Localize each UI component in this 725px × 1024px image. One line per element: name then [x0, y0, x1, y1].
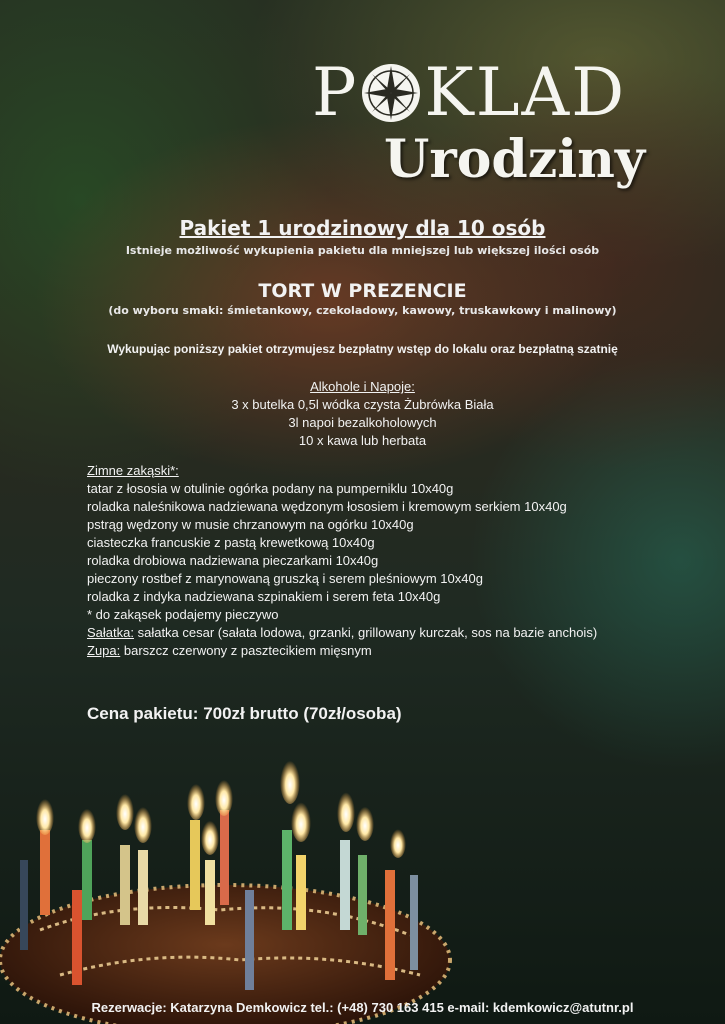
logo-subtitle: Urodziny — [384, 129, 646, 190]
menu-item: roladka z indyka nadziewana szpinakiem i serem feta 10x40g — [87, 589, 441, 604]
drinks-item: 10 x kawa lub herbata — [298, 433, 427, 448]
package-title: Pakiet 1 urodzinowy dla 10 osób — [179, 216, 546, 240]
menu-item: roladka naleśnikowa nadziewana wędzonym łososiem i kremowym serkiem 10x40g — [87, 499, 567, 514]
logo-text-before: P — [312, 54, 359, 131]
drinks-section — [0, 378, 725, 450]
compass-rose-icon — [360, 62, 422, 124]
cold-starters-heading: Zimne zakąski*: — [87, 463, 179, 478]
birthday-cake-image — [0, 760, 460, 1024]
soup-label: Zupa: — [87, 643, 121, 658]
cake-title: TORT W PREZENCIE — [258, 280, 467, 302]
cake-flavours: (do wyboru smaki: śmietankowy, czekoladowy, kawowy, truskawkowy i malinowy) — [108, 304, 617, 317]
package-note: Istnieje możliwość wykupienia pakietu dla mniejszej lub większej ilości osób — [125, 244, 600, 257]
logo-text-after: KLAD — [424, 54, 627, 131]
soup-line — [87, 642, 687, 660]
salad-label: Sałatka: — [87, 625, 134, 640]
soup-text: barszcz czerwony z pasztecikiem mięsnym — [120, 643, 372, 658]
logo — [312, 54, 662, 190]
bonus-note: Wykupując poniższy pakiet otrzymujesz bezpłatny wstęp do lokalu oraz bezpłatną szatnię — [107, 342, 618, 356]
menu-footnote: * do zakąsek podajemy pieczywo — [87, 607, 279, 622]
drinks-item: 3l napoi bezalkoholowych — [288, 415, 437, 430]
salad-line — [87, 624, 687, 642]
menu-item: pieczony rostbef z marynowaną gruszką i serem pleśniowym 10x40g — [87, 571, 483, 586]
menu-item: ciasteczka francuskie z pastą krewetkową 10x40g — [87, 535, 375, 550]
drinks-heading: Alkohole i Napoje: — [310, 379, 415, 394]
menu-item: tatar z łososia w otulinie ogórka podany na pumperniklu 10x40g — [87, 481, 454, 496]
menu-item: pstrąg wędzony w musie chrzanowym na ogórku 10x40g — [87, 517, 414, 532]
menu-section — [87, 462, 687, 660]
package-price: Cena pakietu: 700zł brutto (70zł/osoba) — [87, 704, 402, 723]
drinks-item: 3 x butelka 0,5l wódka czysta Żubrówka Biała — [231, 397, 494, 412]
menu-item: roladka drobiowa nadziewana pieczarkami 10x40g — [87, 553, 379, 568]
reservation-footer: Rezerwacje: Katarzyna Demkowicz tel.: (+48) 730 163 415 e-mail: kdemkowicz@atutnr.pl — [91, 1000, 634, 1015]
logo-wordmark — [312, 54, 662, 131]
salad-text: sałatka cesar (sałata lodowa, grzanki, grillowany kurczak, sos na bazie anchois) — [133, 625, 598, 640]
